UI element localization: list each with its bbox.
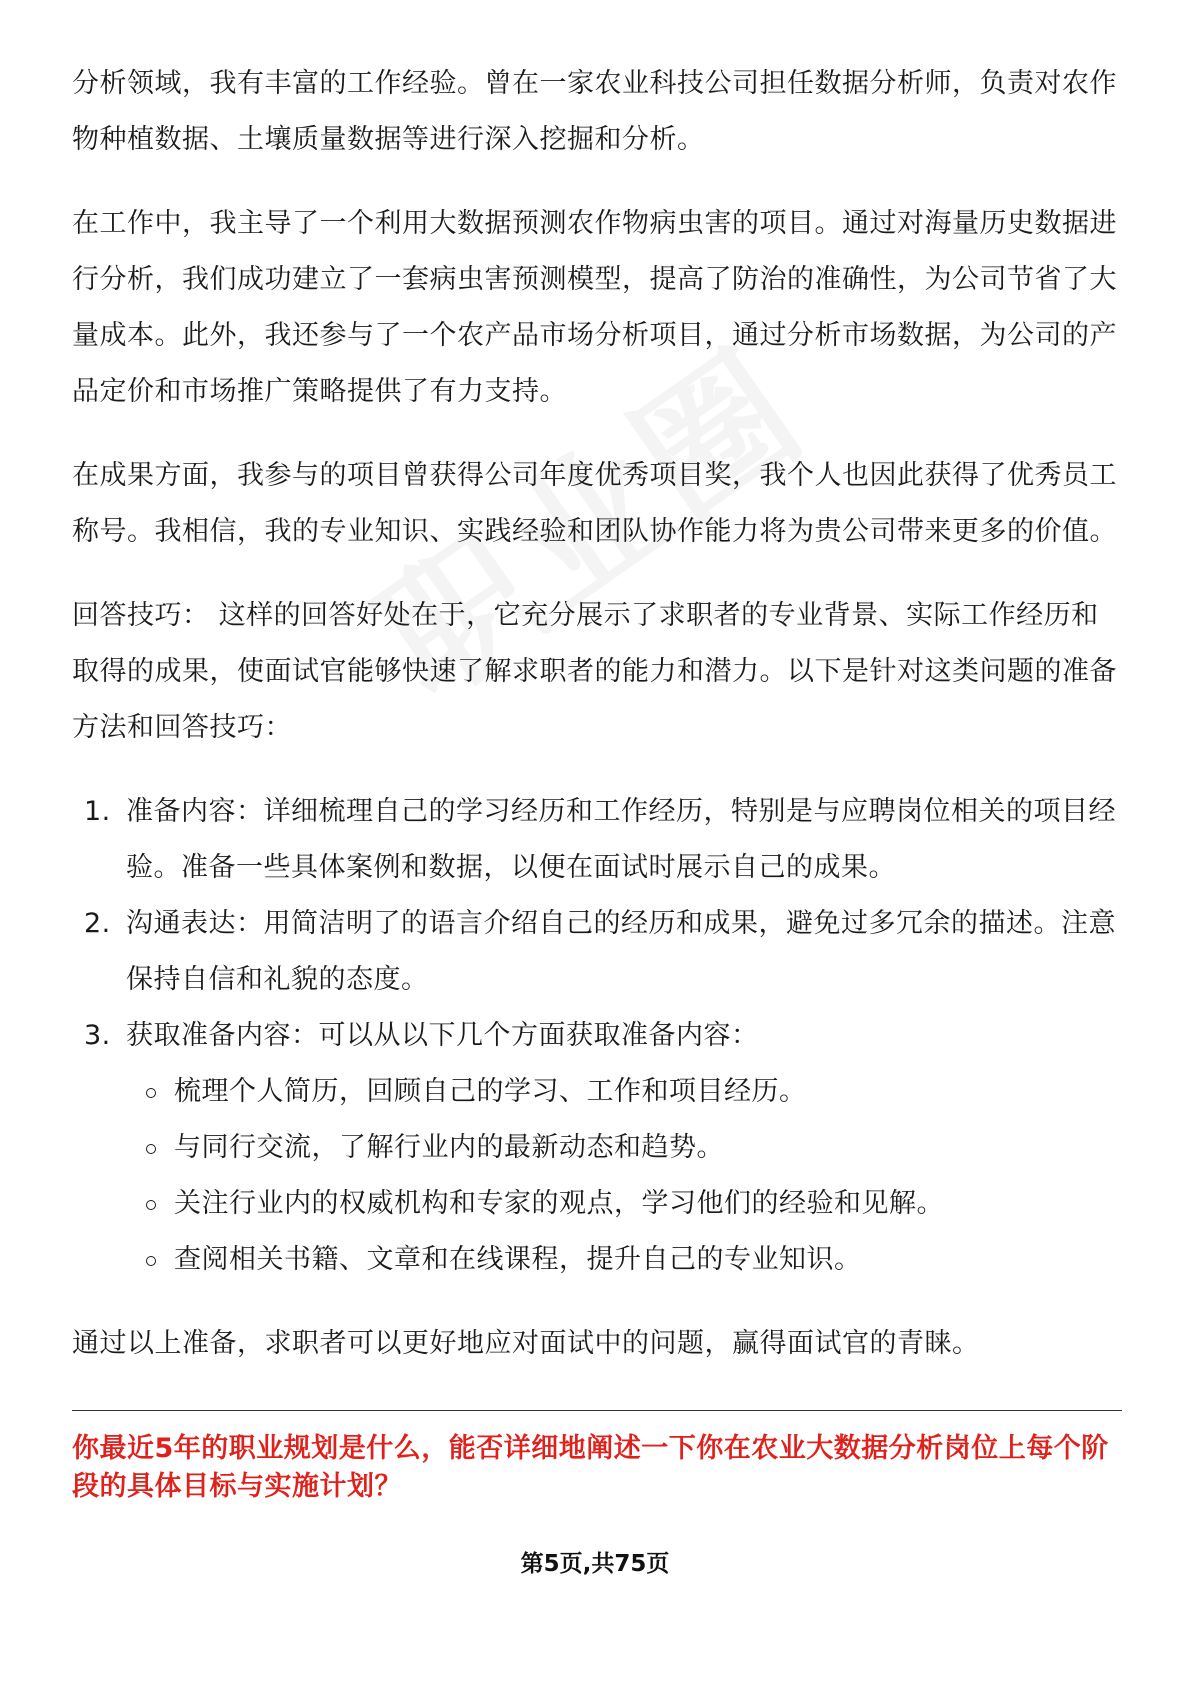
sub-list-item [126,1176,1122,1232]
list-item-text: 沟通表达：用简洁明了的语言介绍自己的经历和成果，避免过多冗余的描述。注意保持自信和礼貌的态度。 [126,908,1116,995]
page-number: 第5页,共75页 [520,1551,670,1577]
list-item-text: 获取准备内容：可以从以下几个方面获取准备内容： [126,1020,759,1051]
list-item [72,784,1122,896]
paragraph-experience: 分析领域，我有丰富的工作经验。曾在一家农业科技公司担任数据分析师，负责对农作物种植数据、土壤质量数据等进行深入挖掘和分析。 [72,68,1117,155]
numbered-list [72,784,1122,1288]
list-item [72,1008,1122,1288]
bullet-circle-icon [146,1144,156,1154]
sub-list-item-text: 查阅相关书籍、文章和在线课程，提升自己的专业知识。 [174,1244,862,1275]
sub-list-item [126,1064,1122,1120]
sub-list-item-text: 关注行业内的权威机构和专家的观点，学习他们的经验和见解。 [174,1188,944,1219]
sub-list-item-text: 与同行交流，了解行业内的最新动态和趋势。 [174,1132,724,1163]
sub-list [126,1064,1122,1288]
list-item-text: 准备内容：详细梳理自己的学习经历和工作经历，特别是与应聘岗位相关的项目经验。准备一些具体案例和数据，以便在面试时展示自己的成果。 [126,796,1116,883]
question-heading: 你最近5年的职业规划是什么，能否详细地阐述一下你在农业大数据分析岗位上每个阶段的具体目标与实施计划？ [72,1433,1109,1502]
list-item [72,896,1122,1008]
section-divider [72,1410,1122,1411]
list-number: 2. [84,908,111,939]
list-number: 1. [84,796,111,827]
paragraph-tips: 回答技巧： 这样的回答好处在于，它充分展示了求职者的专业背景、实际工作经历和取得的成果，使面试官能够快速了解求职者的能力和潜力。以下是针对这类问题的准备方法和回答技巧： [72,600,1117,743]
paragraph-projects: 在工作中，我主导了一个利用大数据预测农作物病虫害的项目。通过对海量历史数据进行分析，我们成功建立了一套病虫害预测模型，提高了防治的准确性，为公司节省了大量成本。此外，我还参与了一个农产品市场分析项目，通过分析市场数据，为公司的产品定价和市场推广策略提供了有力支持。 [72,208,1117,407]
bullet-circle-icon [146,1256,156,1266]
sub-list-item-text: 梳理个人简历，回顾自己的学习、工作和项目经历。 [174,1076,807,1107]
paragraph-achievements: 在成果方面，我参与的项目曾获得公司年度优秀项目奖，我个人也因此获得了优秀员工称号。我相信，我的专业知识、实践经验和团队协作能力将为贵公司带来更多的价值。 [72,460,1117,547]
sub-list-item [126,1232,1122,1288]
sub-list-item [126,1120,1122,1176]
list-number: 3. [84,1020,111,1051]
bullet-circle-icon [146,1200,156,1210]
bullet-circle-icon [146,1088,156,1098]
document-body [72,56,1122,1372]
paragraph-conclusion: 通过以上准备，求职者可以更好地应对面试中的问题，赢得面试官的青睐。 [72,1328,980,1359]
